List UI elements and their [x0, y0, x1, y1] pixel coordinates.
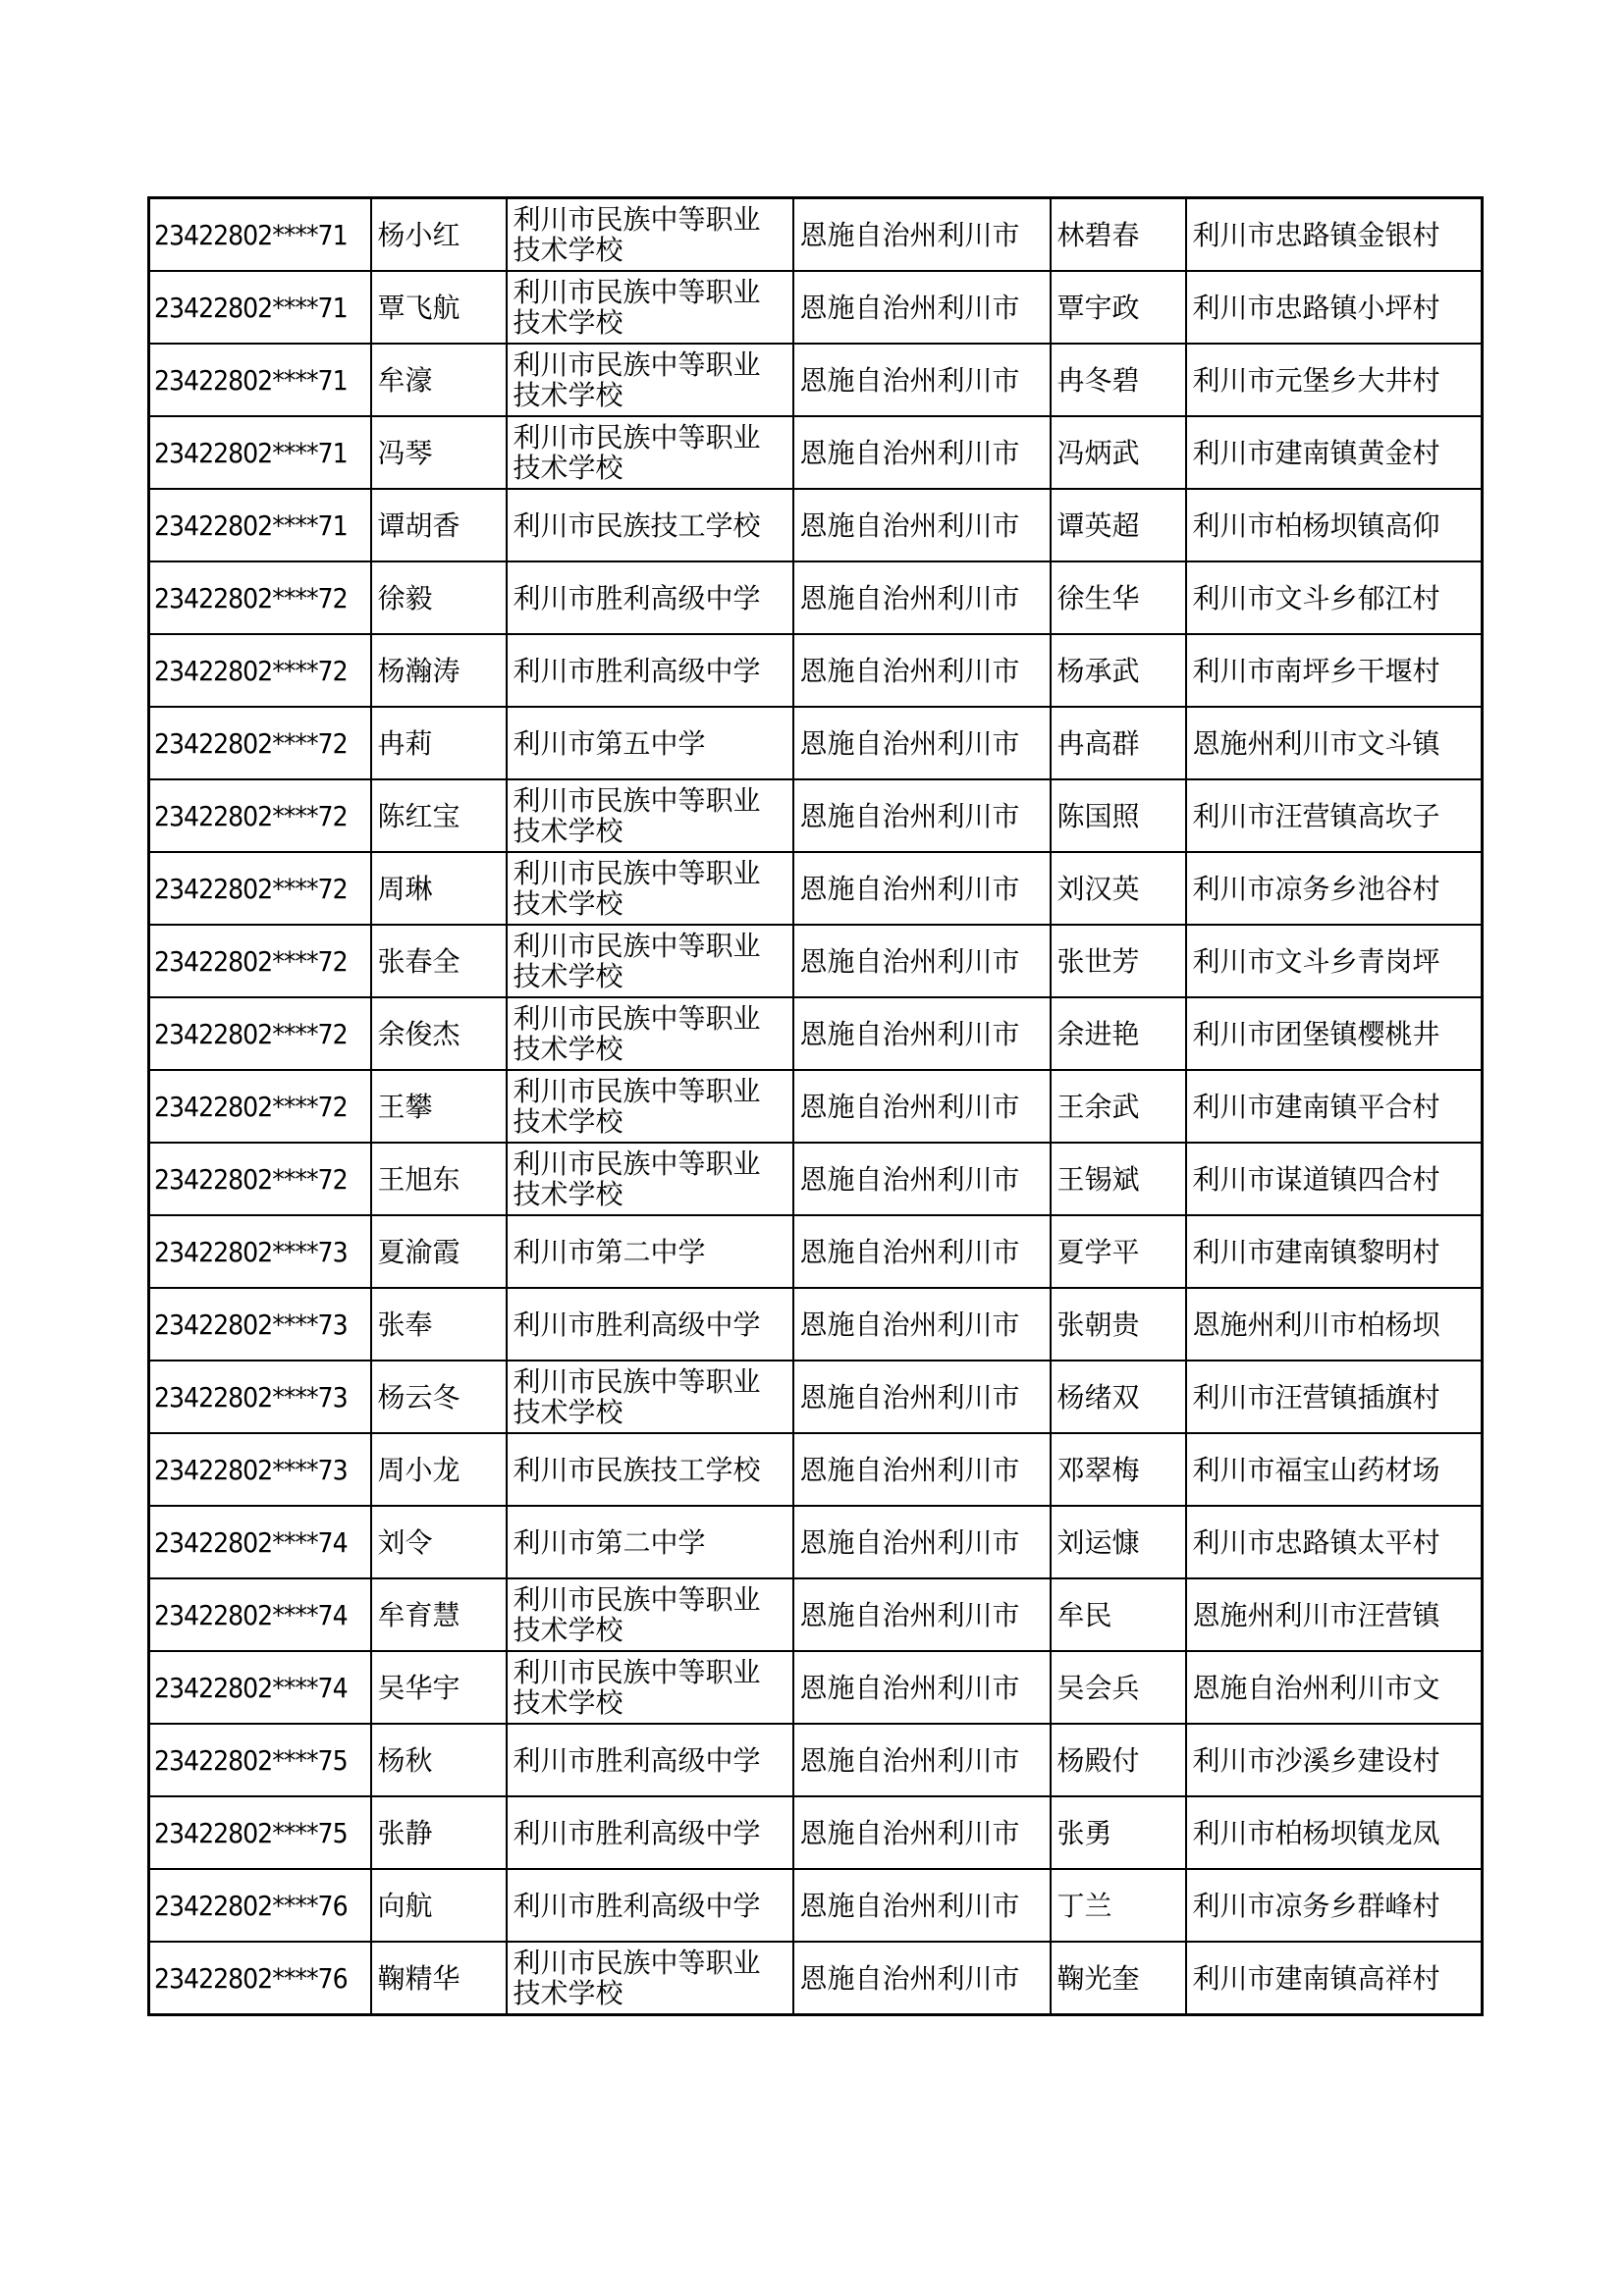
student-name-cell: 王攀: [371, 1070, 507, 1143]
id-number-cell: 23422802****76: [149, 1942, 371, 2015]
guardian-name-cell: 余进艳: [1051, 997, 1186, 1070]
table-row: [149, 271, 1483, 344]
id-number-cell: 23422802****72: [149, 1143, 371, 1215]
student-table: [147, 196, 1484, 2016]
region-cell: 恩施自治州利川市: [793, 1361, 1051, 1433]
region-cell: 恩施自治州利川市: [793, 634, 1051, 707]
id-number-cell: 23422802****74: [149, 1578, 371, 1651]
student-name-cell: 谭胡香: [371, 489, 507, 561]
table-row: [149, 416, 1483, 489]
school-cell: 利川市第五中学: [507, 707, 793, 779]
address-cell: 利川市建南镇黎明村: [1186, 1215, 1483, 1288]
table-row: [149, 1361, 1483, 1433]
guardian-name-cell: 杨殿付: [1051, 1724, 1186, 1796]
table-row: [149, 634, 1483, 707]
school-cell: 利川市胜利高级中学: [507, 1724, 793, 1796]
guardian-name-cell: 张勇: [1051, 1796, 1186, 1869]
id-number-cell: 23422802****72: [149, 997, 371, 1070]
school-cell: 利川市民族中等职业技术学校: [507, 852, 793, 925]
id-number-cell: 23422802****72: [149, 779, 371, 852]
table-row: [149, 1506, 1483, 1578]
region-cell: 恩施自治州利川市: [793, 344, 1051, 416]
table-row: [149, 779, 1483, 852]
id-number-cell: 23422802****74: [149, 1506, 371, 1578]
table-row: [149, 1433, 1483, 1506]
guardian-name-cell: 林碧春: [1051, 198, 1186, 272]
region-cell: 恩施自治州利川市: [793, 925, 1051, 997]
table-row: [149, 489, 1483, 561]
table-row: [149, 925, 1483, 997]
id-number-cell: 23422802****71: [149, 198, 371, 272]
school-cell: 利川市胜利高级中学: [507, 634, 793, 707]
address-cell: 利川市建南镇黄金村: [1186, 416, 1483, 489]
student-name-cell: 冯琴: [371, 416, 507, 489]
address-cell: 利川市建南镇平合村: [1186, 1070, 1483, 1143]
student-name-cell: 杨秋: [371, 1724, 507, 1796]
id-number-cell: 23422802****73: [149, 1288, 371, 1361]
address-cell: 恩施州利川市汪营镇: [1186, 1578, 1483, 1651]
region-cell: 恩施自治州利川市: [793, 1070, 1051, 1143]
address-cell: 利川市福宝山药材场: [1186, 1433, 1483, 1506]
region-cell: 恩施自治州利川市: [793, 1506, 1051, 1578]
region-cell: 恩施自治州利川市: [793, 1796, 1051, 1869]
address-cell: 恩施州利川市文斗镇: [1186, 707, 1483, 779]
student-name-cell: 王旭东: [371, 1143, 507, 1215]
school-cell: 利川市第二中学: [507, 1215, 793, 1288]
student-name-cell: 牟濠: [371, 344, 507, 416]
guardian-name-cell: 牟民: [1051, 1578, 1186, 1651]
student-name-cell: 张奉: [371, 1288, 507, 1361]
address-cell: 利川市汪营镇高坎子: [1186, 779, 1483, 852]
id-number-cell: 23422802****71: [149, 416, 371, 489]
guardian-name-cell: 鞠光奎: [1051, 1942, 1186, 2015]
student-name-cell: 周小龙: [371, 1433, 507, 1506]
guardian-name-cell: 刘运慷: [1051, 1506, 1186, 1578]
guardian-name-cell: 冉冬碧: [1051, 344, 1186, 416]
student-name-cell: 周琳: [371, 852, 507, 925]
address-cell: 利川市柏杨坝镇高仰: [1186, 489, 1483, 561]
id-number-cell: 23422802****72: [149, 707, 371, 779]
school-cell: 利川市民族中等职业技术学校: [507, 997, 793, 1070]
school-cell: 利川市民族中等职业技术学校: [507, 271, 793, 344]
student-name-cell: 张静: [371, 1796, 507, 1869]
guardian-name-cell: 夏学平: [1051, 1215, 1186, 1288]
student-name-cell: 张春全: [371, 925, 507, 997]
guardian-name-cell: 陈国照: [1051, 779, 1186, 852]
guardian-name-cell: 冯炳武: [1051, 416, 1186, 489]
region-cell: 恩施自治州利川市: [793, 416, 1051, 489]
region-cell: 恩施自治州利川市: [793, 1143, 1051, 1215]
address-cell: 利川市柏杨坝镇龙凤: [1186, 1796, 1483, 1869]
region-cell: 恩施自治州利川市: [793, 1215, 1051, 1288]
address-cell: 利川市南坪乡干堰村: [1186, 634, 1483, 707]
student-name-cell: 鞠精华: [371, 1942, 507, 2015]
guardian-name-cell: 刘汉英: [1051, 852, 1186, 925]
table-row: [149, 1288, 1483, 1361]
table-row: [149, 198, 1483, 272]
guardian-name-cell: 吴会兵: [1051, 1651, 1186, 1724]
address-cell: 恩施州利川市柏杨坝: [1186, 1288, 1483, 1361]
table-row: [149, 707, 1483, 779]
id-number-cell: 23422802****72: [149, 1070, 371, 1143]
region-cell: 恩施自治州利川市: [793, 1724, 1051, 1796]
student-name-cell: 夏渝霞: [371, 1215, 507, 1288]
table-row: [149, 997, 1483, 1070]
region-cell: 恩施自治州利川市: [793, 997, 1051, 1070]
table-row: [149, 344, 1483, 416]
guardian-name-cell: 覃宇政: [1051, 271, 1186, 344]
id-number-cell: 23422802****71: [149, 344, 371, 416]
school-cell: 利川市胜利高级中学: [507, 1869, 793, 1942]
region-cell: 恩施自治州利川市: [793, 1651, 1051, 1724]
id-number-cell: 23422802****71: [149, 271, 371, 344]
address-cell: 利川市建南镇高祥村: [1186, 1942, 1483, 2015]
guardian-name-cell: 丁兰: [1051, 1869, 1186, 1942]
id-number-cell: 23422802****72: [149, 925, 371, 997]
school-cell: 利川市民族中等职业技术学校: [507, 1578, 793, 1651]
student-name-cell: 冉莉: [371, 707, 507, 779]
school-cell: 利川市民族中等职业技术学校: [507, 925, 793, 997]
region-cell: 恩施自治州利川市: [793, 489, 1051, 561]
school-cell: 利川市民族技工学校: [507, 1433, 793, 1506]
id-number-cell: 23422802****75: [149, 1724, 371, 1796]
region-cell: 恩施自治州利川市: [793, 707, 1051, 779]
address-cell: 恩施自治州利川市文: [1186, 1651, 1483, 1724]
address-cell: 利川市元堡乡大井村: [1186, 344, 1483, 416]
id-number-cell: 23422802****75: [149, 1796, 371, 1869]
table-row: [149, 561, 1483, 634]
address-cell: 利川市忠路镇太平村: [1186, 1506, 1483, 1578]
student-name-cell: 向航: [371, 1869, 507, 1942]
region-cell: 恩施自治州利川市: [793, 852, 1051, 925]
student-name-cell: 徐毅: [371, 561, 507, 634]
school-cell: 利川市民族中等职业技术学校: [507, 1942, 793, 2015]
region-cell: 恩施自治州利川市: [793, 779, 1051, 852]
table-row: [149, 1942, 1483, 2015]
guardian-name-cell: 杨绪双: [1051, 1361, 1186, 1433]
school-cell: 利川市民族中等职业技术学校: [507, 198, 793, 272]
address-cell: 利川市凉务乡池谷村: [1186, 852, 1483, 925]
guardian-name-cell: 谭英超: [1051, 489, 1186, 561]
table-row: [149, 1215, 1483, 1288]
student-name-cell: 杨小红: [371, 198, 507, 272]
student-name-cell: 余俊杰: [371, 997, 507, 1070]
student-name-cell: 杨云冬: [371, 1361, 507, 1433]
id-number-cell: 23422802****73: [149, 1433, 371, 1506]
student-name-cell: 吴华宇: [371, 1651, 507, 1724]
school-cell: 利川市民族中等职业技术学校: [507, 1070, 793, 1143]
guardian-name-cell: 张朝贵: [1051, 1288, 1186, 1361]
region-cell: 恩施自治州利川市: [793, 271, 1051, 344]
school-cell: 利川市胜利高级中学: [507, 561, 793, 634]
school-cell: 利川市第二中学: [507, 1506, 793, 1578]
table-row: [149, 1143, 1483, 1215]
region-cell: 恩施自治州利川市: [793, 1578, 1051, 1651]
school-cell: 利川市胜利高级中学: [507, 1288, 793, 1361]
address-cell: 利川市文斗乡青岗坪: [1186, 925, 1483, 997]
address-cell: 利川市忠路镇小坪村: [1186, 271, 1483, 344]
school-cell: 利川市民族中等职业技术学校: [507, 344, 793, 416]
table-row: [149, 1578, 1483, 1651]
id-number-cell: 23422802****72: [149, 634, 371, 707]
school-cell: 利川市民族中等职业技术学校: [507, 779, 793, 852]
id-number-cell: 23422802****72: [149, 561, 371, 634]
school-cell: 利川市民族中等职业技术学校: [507, 1651, 793, 1724]
address-cell: 利川市凉务乡群峰村: [1186, 1869, 1483, 1942]
address-cell: 利川市谋道镇四合村: [1186, 1143, 1483, 1215]
table-row: [149, 1651, 1483, 1724]
student-name-cell: 覃飞航: [371, 271, 507, 344]
id-number-cell: 23422802****72: [149, 852, 371, 925]
address-cell: 利川市汪营镇插旗村: [1186, 1361, 1483, 1433]
id-number-cell: 23422802****76: [149, 1869, 371, 1942]
school-cell: 利川市民族中等职业技术学校: [507, 416, 793, 489]
guardian-name-cell: 王余武: [1051, 1070, 1186, 1143]
table-body: [149, 198, 1483, 2015]
address-cell: 利川市文斗乡郁江村: [1186, 561, 1483, 634]
address-cell: 利川市团堡镇樱桃井: [1186, 997, 1483, 1070]
table-row: [149, 1724, 1483, 1796]
guardian-name-cell: 徐生华: [1051, 561, 1186, 634]
student-name-cell: 刘令: [371, 1506, 507, 1578]
region-cell: 恩施自治州利川市: [793, 1942, 1051, 2015]
id-number-cell: 23422802****74: [149, 1651, 371, 1724]
table-row: [149, 1869, 1483, 1942]
guardian-name-cell: 王锡斌: [1051, 1143, 1186, 1215]
region-cell: 恩施自治州利川市: [793, 1869, 1051, 1942]
id-number-cell: 23422802****73: [149, 1215, 371, 1288]
address-cell: 利川市忠路镇金银村: [1186, 198, 1483, 272]
school-cell: 利川市胜利高级中学: [507, 1796, 793, 1869]
region-cell: 恩施自治州利川市: [793, 561, 1051, 634]
region-cell: 恩施自治州利川市: [793, 198, 1051, 272]
guardian-name-cell: 冉高群: [1051, 707, 1186, 779]
guardian-name-cell: 杨承武: [1051, 634, 1186, 707]
student-name-cell: 牟育慧: [371, 1578, 507, 1651]
school-cell: 利川市民族中等职业技术学校: [507, 1361, 793, 1433]
id-number-cell: 23422802****73: [149, 1361, 371, 1433]
table-row: [149, 852, 1483, 925]
region-cell: 恩施自治州利川市: [793, 1433, 1051, 1506]
school-cell: 利川市民族中等职业技术学校: [507, 1143, 793, 1215]
table-row: [149, 1796, 1483, 1869]
school-cell: 利川市民族技工学校: [507, 489, 793, 561]
guardian-name-cell: 张世芳: [1051, 925, 1186, 997]
student-name-cell: 陈红宝: [371, 779, 507, 852]
guardian-name-cell: 邓翠梅: [1051, 1433, 1186, 1506]
id-number-cell: 23422802****71: [149, 489, 371, 561]
region-cell: 恩施自治州利川市: [793, 1288, 1051, 1361]
student-name-cell: 杨瀚涛: [371, 634, 507, 707]
address-cell: 利川市沙溪乡建设村: [1186, 1724, 1483, 1796]
table-row: [149, 1070, 1483, 1143]
